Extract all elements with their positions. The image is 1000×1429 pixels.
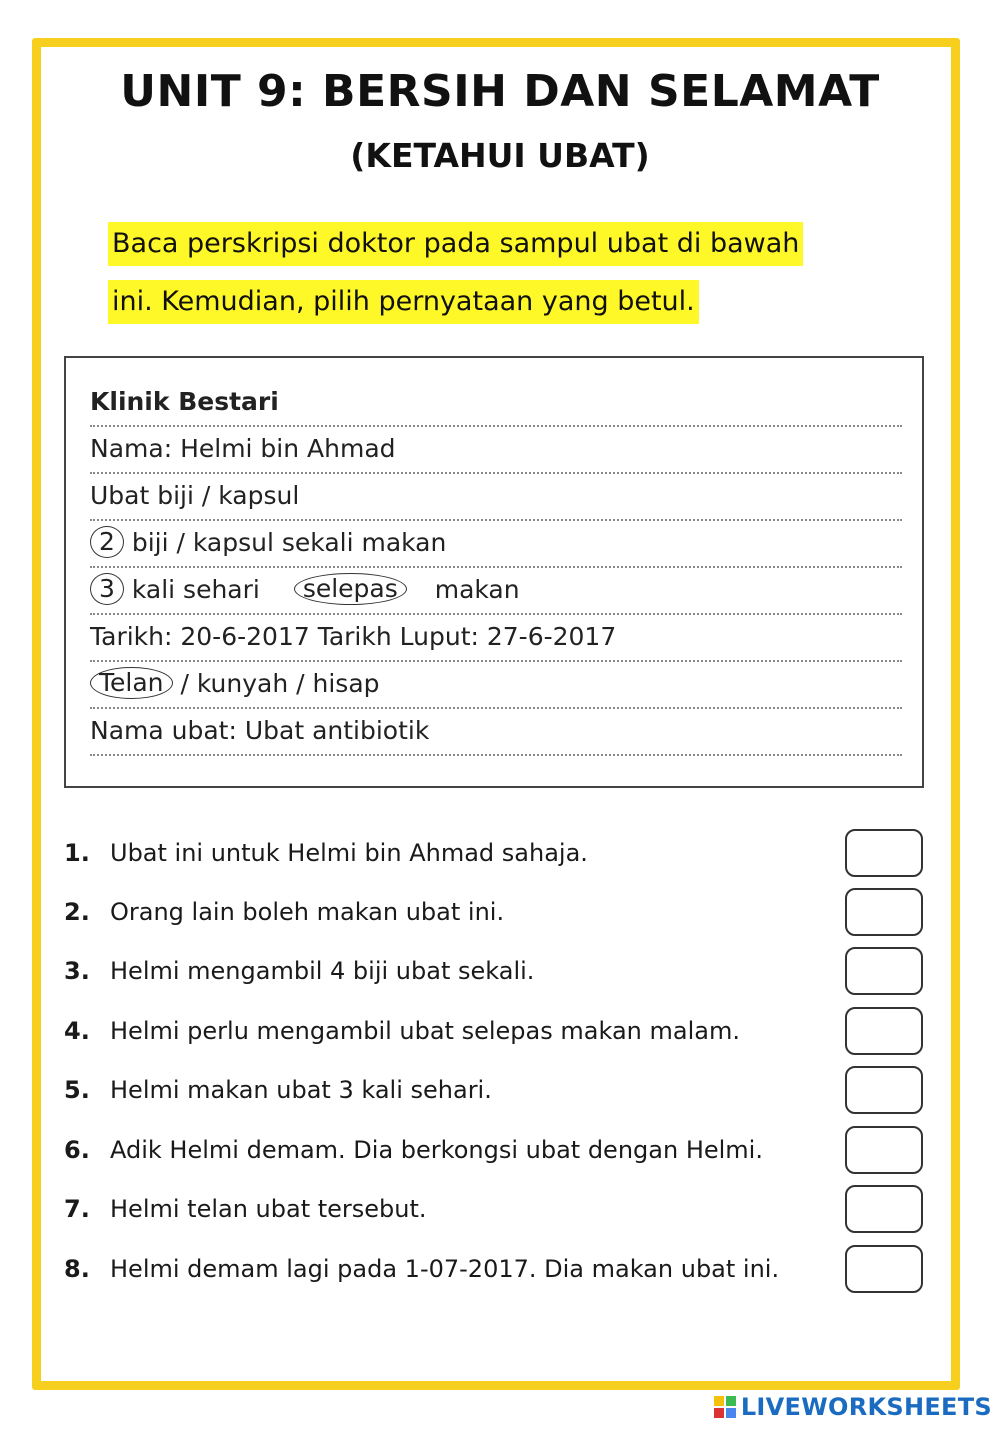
instruction-line-1: Baca perskripsi doktor pada sampul ubat di bawah xyxy=(108,222,803,266)
medicine-type-row xyxy=(90,472,902,521)
method-circled: Telan xyxy=(90,667,173,699)
medicine-type: Ubat biji / kapsul xyxy=(90,481,300,510)
answer-box-2[interactable] xyxy=(845,888,923,936)
dose-row xyxy=(90,519,902,568)
answer-box-8[interactable] xyxy=(845,1245,923,1293)
question-6: 6. Adik Helmi demam. Dia berkongsi ubat dengan Helmi. xyxy=(64,1136,763,1164)
question-3: 3. Helmi mengambil 4 biji ubat sekali. xyxy=(64,957,535,985)
clinic-name: Klinik Bestari xyxy=(90,387,279,416)
page-subtitle: (KETAHUI UBAT) xyxy=(350,136,650,175)
patient-name-row xyxy=(90,425,902,474)
medicine-name: Nama ubat: Ubat antibiotik xyxy=(90,716,430,745)
answer-box-3[interactable] xyxy=(845,947,923,995)
patient-name: Nama: Helmi bin Ahmad xyxy=(90,434,396,463)
question-8: 8. Helmi demam lagi pada 1-07-2017. Dia makan ubat ini. xyxy=(64,1255,780,1283)
frequency-number-circled: 3 xyxy=(90,573,124,605)
meal-text: makan xyxy=(434,575,520,604)
question-2: 2. Orang lain boleh makan ubat ini. xyxy=(64,898,505,926)
dose-number-circled: 2 xyxy=(90,526,124,558)
answer-box-4[interactable] xyxy=(845,1007,923,1055)
dates-text: Tarikh: 20-6-2017 Tarikh Luput: 27-6-2017 xyxy=(90,622,617,651)
question-5: 5. Helmi makan ubat 3 kali sehari. xyxy=(64,1076,492,1104)
question-1: 1. Ubat ini untuk Helmi bin Ahmad sahaja. xyxy=(64,839,588,867)
answer-box-5[interactable] xyxy=(845,1066,923,1114)
medicine-name-row xyxy=(90,707,902,756)
answer-box-1[interactable] xyxy=(845,829,923,877)
instruction-line-2: ini. Kemudian, pilih pernyataan yang betul. xyxy=(108,280,699,324)
method-rest: / kunyah / hisap xyxy=(180,669,380,698)
frequency-text: kali sehari xyxy=(131,575,260,604)
clinic-name-row xyxy=(90,378,902,427)
frequency-row xyxy=(90,566,902,615)
answer-box-6[interactable] xyxy=(845,1126,923,1174)
prescription-label xyxy=(64,356,924,788)
question-4: 4. Helmi perlu mengambil ubat selepas makan malam. xyxy=(64,1017,740,1045)
page-title: UNIT 9: BERSIH DAN SELAMAT xyxy=(120,66,880,117)
dose-text: biji / kapsul sekali makan xyxy=(131,528,447,557)
dates-row xyxy=(90,613,902,662)
timing-circled: selepas xyxy=(294,573,407,605)
liveworksheets-logo xyxy=(713,1392,992,1422)
liveworksheets-icon xyxy=(713,1395,737,1419)
method-row xyxy=(90,660,902,709)
question-7: 7. Helmi telan ubat tersebut. xyxy=(64,1195,427,1223)
brand-text: LIVEWORKSHEETS xyxy=(740,1393,992,1421)
answer-box-7[interactable] xyxy=(845,1185,923,1233)
